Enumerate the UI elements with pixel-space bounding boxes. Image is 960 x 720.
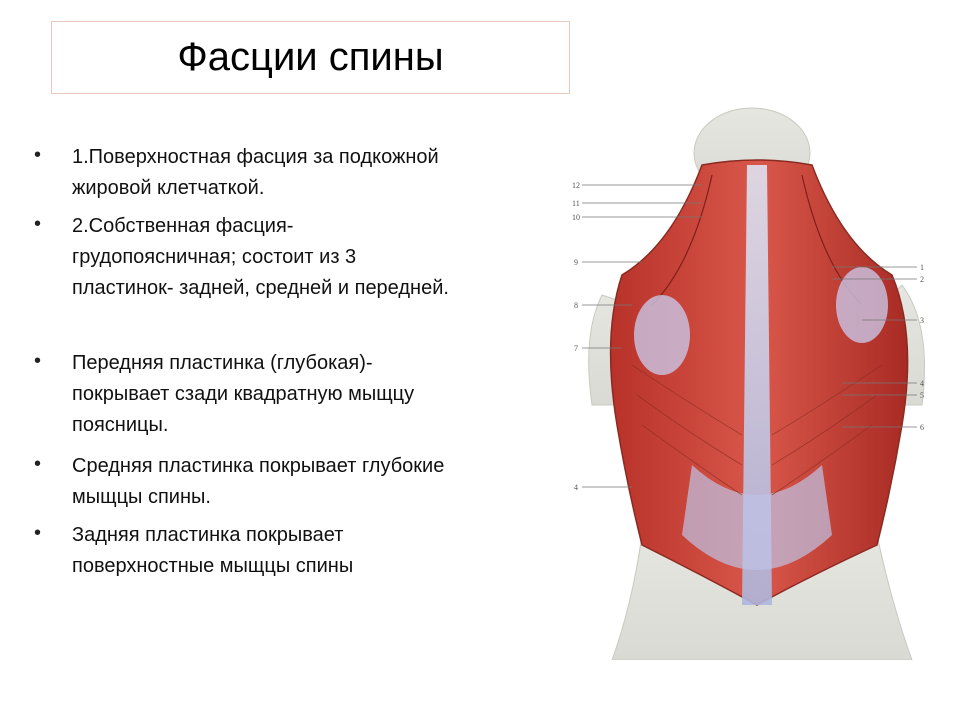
bullet-text: 2.Собственная фасция- грудопоясничная; состоит из 3 пластинок- задней, средней и передней. (72, 215, 449, 299)
figure-label: 8 (574, 301, 578, 310)
bullet-text: Средняя пластинка покрывает глубокие мыщцы спины. (72, 455, 445, 508)
bullet-marker: • (34, 213, 42, 235)
figure-label: 6 (920, 423, 924, 432)
figure-label: 12 (572, 181, 580, 190)
figure-label: 2 (920, 275, 924, 284)
bullet-marker: • (34, 350, 42, 372)
figure-label: 4 (920, 379, 924, 388)
right-scapula (836, 267, 888, 343)
figure-label: 9 (574, 258, 578, 267)
figure-label: 11 (572, 199, 580, 208)
bullet-text: Задняя пластинка покрывает поверхностные мыщцы спины (72, 524, 354, 577)
bullet-marker: • (34, 144, 42, 166)
bullet-text: Передняя пластинка (глубокая)- покрывает сзади квадратную мыщцу поясницы. (72, 352, 415, 436)
slide-title: Фасции спины (177, 35, 444, 79)
figure-label: 10 (572, 213, 580, 222)
left-scapula (634, 295, 690, 375)
figure-label: 7 (574, 344, 578, 353)
bullet-marker: • (34, 522, 42, 544)
bullet-text: 1.Поверхностная фасция за подкожной жировой клетчаткой. (72, 146, 439, 199)
back-muscles-illustration (572, 105, 950, 660)
figure-label: 4 (574, 483, 578, 492)
bullet-marker: • (34, 453, 42, 475)
figure-label: 3 (920, 316, 924, 325)
figure-label: 1 (920, 263, 924, 272)
figure-label: 5 (920, 391, 924, 400)
